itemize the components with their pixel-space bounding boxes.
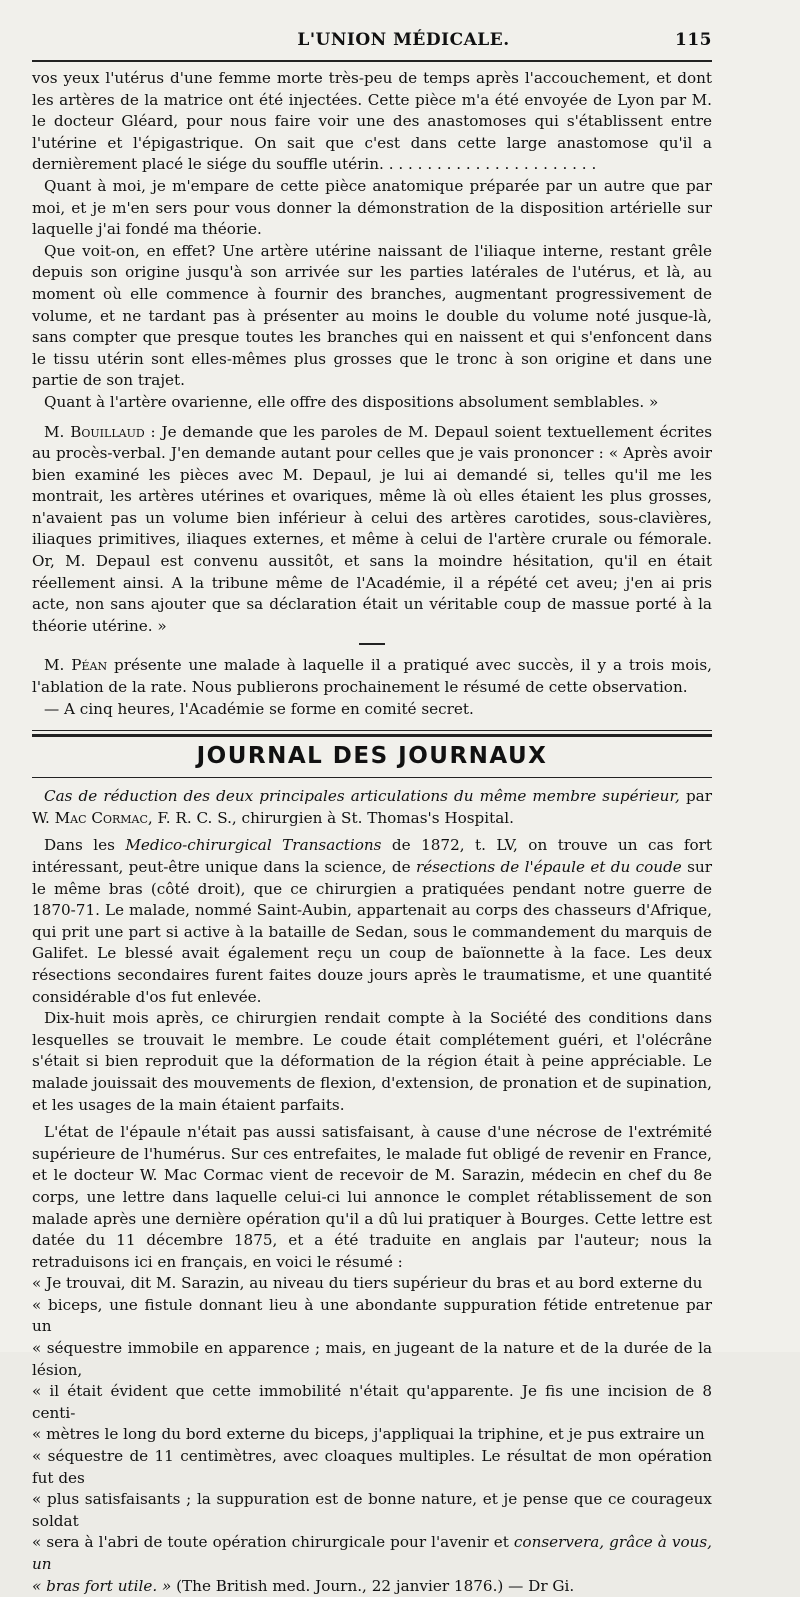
running-title: L'UNION MÉDICALE. — [297, 30, 510, 50]
bouillaud-remark — [32, 422, 712, 638]
academy-session-continued — [32, 68, 712, 414]
page-number: 115 — [675, 30, 712, 50]
journal-article — [32, 786, 712, 1597]
paragraph: vos yeux l'utérus d'une femme morte très-peu de temps après l'accouchement, et dont les artères de la matrice ont été injectées. Cette pièce m'a été envoyée de Lyon par M. le docteur Gléard, pour nous faire voir une des anastomoses qui s'établissent entre l'utérine et l'épigastrique. On sait que c'est dans cette large anastomose qu'il a dernièrement placé le siége du souffle utérin. . . . . . . . . . . . . . . . . . . . . . . — [32, 69, 712, 174]
quote-line: « sera à l'abri de toute opération chirurgicale pour l'avenir et conservera, grâce à vous, un — [32, 1533, 712, 1573]
section-title: JOURNAL DES JOURNAUX — [196, 743, 548, 770]
speaker-name: M. Péan — [44, 656, 108, 675]
paragraph: Que voit-on, en effet? Une artère utérine naissant de l'iliaque interne, restant grêle depuis son origine jusqu'à son arrivée sur les parties latérales de l'utérus, et là, au moment où elle commence à fournir des branches, augmentant progressivement de volume, et ne tardant pas à présenter au moins le double du volume noté jusque-là, sans compter que presque toutes les branches qui en naissent et qui s'enfoncent dans le tissu utérin sont elles-mêmes plus grosses que le tronc à son origine et dans une partie de son trajet. — [32, 241, 712, 390]
quote-line: « Je trouvai, dit M. Sarazin, au niveau du tiers supérieur du bras et au bord externe du — [32, 1274, 703, 1293]
pean-remark — [32, 655, 712, 720]
quote-line: « séquestre immobile en apparence ; mais, en jugeant de la nature et de la durée de la lésion, — [32, 1339, 712, 1379]
quote-line: « bras fort utile. » (The British med. Journ., 22 janvier 1876.) — Dr Gi. — [32, 1576, 575, 1595]
header-rule — [32, 60, 712, 62]
paragraph: — A cinq heures, l'Académie se forme en comité secret. — [44, 699, 474, 718]
quote-line: « mètres le long du bord externe du biceps, j'appliquai la triphine, et je pus extraire un — [32, 1425, 705, 1444]
separator — [359, 643, 385, 645]
title-rule — [32, 777, 712, 778]
paragraph: Quant à l'artère ovarienne, elle offre des dispositions absolument semblables. » — [44, 392, 659, 411]
article-heading: Cas de réduction des deux principales articulations du même membre supérieur, par W. Mac Cormac, F. R. C. S., chirurgien à St. Thomas's Hospital. — [32, 787, 712, 827]
section-divider — [32, 730, 712, 737]
speaker-name: M. Bouillaud — [44, 422, 145, 441]
quote-line: « il était évident que cette immobilité n'était qu'apparente. Je fis une incision de 8 centi- — [32, 1382, 712, 1422]
paragraph: Dix-huit mois après, ce chirurgien rendait compte à la Société des conditions dans lesquelles se trouvait le membre. Le coude était complétement guéri, et l'olécrâne s'était si bien reproduit que la déformation de la région était à peine appréciable. Le malade jouissait des mouvements de flexion, d'extension, de pronation et de supination, et les usages de la main étaient parfaits. — [32, 1009, 712, 1114]
quote-line: « séquestre de 11 centimètres, avec cloaques multiples. Le résultat de mon opération fut des — [32, 1447, 712, 1487]
paragraph: Dans les Medico-chirurgical Transactions de 1872, t. LV, on trouve un cas fort intéressant, peut-être unique dans la science, de résections de l'épaule et du coude sur le même bras (côté droit), que ce chirurgien a pratiquées pendant notre guerre de 1870-71. Le malade, nommé Saint-Aubin, appartenait au corps des chasseurs d'Afrique, qui prit une part si active à la bataille de Sedan, sous le commandement du marquis de Galifet. Le blessé avait également reçu un coup de baïonnette à la face. Les deux résections secondaires furent faites douze jours après le traumatisme, et une quantité considérable d'os fut enlevée. — [32, 836, 712, 1006]
paragraph: L'état de l'épaule n'était pas aussi satisfaisant, à cause d'une nécrose de l'extrémité supérieure de l'humérus. Sur ces entrefaites, le malade fut obligé de revenir en France, et le docteur W. Mac Cormac vient de recevoir de M. Sarazin, médecin en chef du 8e corps, une lettre dans laquelle celui-ci lui annonce le complet rétablissement de son malade après une dernière opération qu'il a dû lui pratiquer à Bourges. Cette lettre est datée du 11 décembre 1875, et a été traduite en anglais par l'auteur; nous la retraduisons ici en français, en voici le résumé : — [32, 1123, 712, 1271]
quote-line: « plus satisfaisants ; la suppuration est de bonne nature, et je pense que ce courageux soldat — [32, 1490, 712, 1530]
paragraph: M. Péan présente une malade à laquelle il a pratiqué avec succès, il y a trois mois, l'ablation de la rate. Nous publierons prochainement le résumé de cette observation. — [32, 656, 712, 697]
page-header — [32, 30, 712, 50]
paragraph: Quant à moi, je m'empare de cette pièce anatomique préparée par un autre que par moi, et je m'en sers pour vous donner la démonstration de la disposition artérielle sur laquelle j'ai fondé ma théorie. — [32, 176, 712, 239]
quote-line: « biceps, une fistule donnant lieu à une abondante suppuration fétide entretenue par un — [32, 1295, 712, 1336]
paragraph: M. Bouillaud : Je demande que les paroles de M. Depaul soient textuellement écrites au procès-verbal. J'en demande autant pour celles que je vais prononcer : « Après avoir bien examiné les pièces avec M. Depaul, je lui ai demandé si, telles qu'il me les montrait, les artères utérines et ovariques, même là où elles étaient les plus grosses, n'avaient pas un volume bien inférieur à celui des artères carotides, sous-clavières, iliaques primitives, iliaques externes, et même à celui de l'artère crurale ou fémorale. Or, M. Depaul est convenu aussitôt, et sans la moindre hésitation, qu'il en était réellement ainsi. A la tribune même de l'Académie, il a répété cet aveu; j'en ai pris acte, non sans ajouter que sa déclaration était un véritable coup de massue porté à la théorie utérine. » — [32, 422, 712, 635]
citation: (The British med. Journ., 22 janvier 1876.) — Dr Gi. — [171, 1576, 575, 1595]
quoted-letter — [32, 1273, 712, 1597]
